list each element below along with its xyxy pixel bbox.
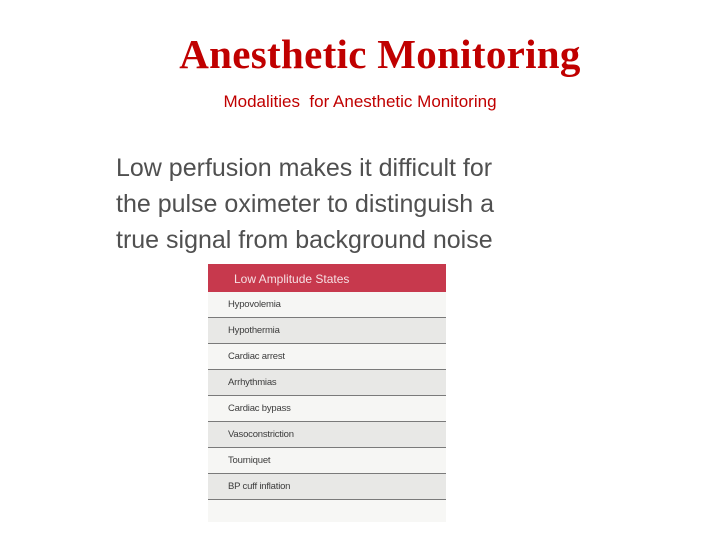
slide-subtitle: Modalities for Anesthetic Monitoring — [223, 92, 497, 111]
table-row: Vasoconstriction — [208, 422, 446, 448]
table-row: BP cuff inflation — [208, 474, 446, 500]
table-row: Cardiac bypass — [208, 396, 446, 422]
low-amplitude-states-table — [208, 264, 446, 521]
table-row: Tourniquet — [208, 448, 446, 474]
body-line: true signal from background noise — [116, 226, 493, 254]
body-line: the pulse oximeter to distinguish a — [116, 190, 494, 218]
table-footer — [208, 500, 446, 522]
table-row: Hypothermia — [208, 318, 446, 344]
body-line: Low perfusion makes it difficult for — [116, 154, 493, 182]
table-row: Hypovolemia — [208, 292, 446, 318]
table-header: Low Amplitude States — [208, 264, 446, 292]
body-text — [116, 150, 636, 258]
table-row: Arrhythmias — [208, 370, 446, 396]
slide-title: Anesthetic Monitoring — [179, 31, 581, 77]
table-row: Cardiac arrest — [208, 344, 446, 370]
